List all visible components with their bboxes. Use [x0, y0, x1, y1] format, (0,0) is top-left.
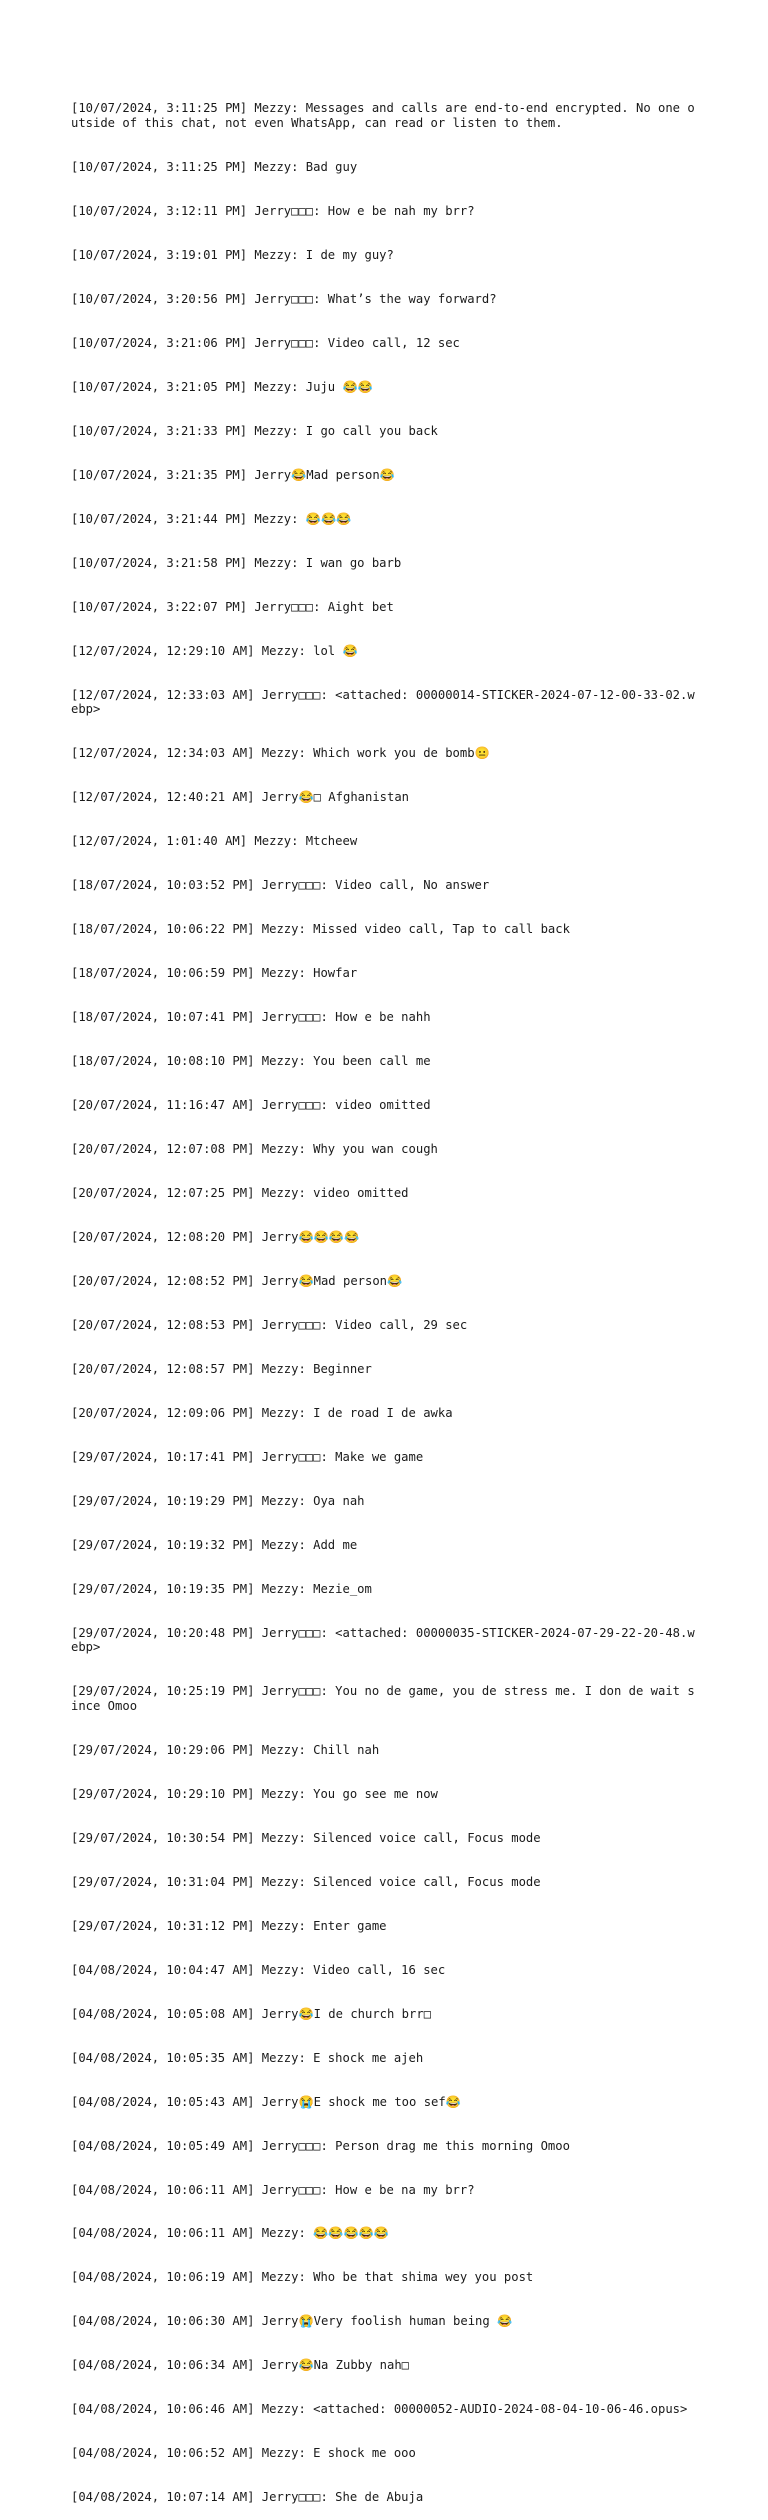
chat-line: [10/07/2024, 3:19:01 PM] Mezzy: I de my guy?: [71, 247, 394, 262]
chat-line: [04/08/2024, 10:05:08 AM] Jerry😂I de church brr□: [71, 2006, 432, 2021]
chat-line: [04/08/2024, 10:05:43 AM] Jerry😭E shock me too sef😂: [71, 2094, 461, 2109]
chat-line: [20/07/2024, 12:08:20 PM] Jerry😂😂😂😂: [71, 1229, 360, 1244]
chat-line: [04/08/2024, 10:06:11 AM] Mezzy: 😂😂😂😂😂: [71, 2226, 390, 2241]
chat-line: [04/08/2024, 10:05:49 AM] Jerry□□□: Person drag me this morning Omoo: [71, 2138, 570, 2153]
chat-line: [04/08/2024, 10:05:35 AM] Mezzy: E shock me ajeh: [71, 2050, 424, 2065]
chat-line: [29/07/2024, 10:19:35 PM] Mezzy: Mezie_om: [71, 1581, 372, 1596]
chat-line: [10/07/2024, 3:21:33 PM] Mezzy: I go call you back: [71, 423, 438, 438]
chat-transcript: [71, 72, 701, 2520]
chat-line: [04/08/2024, 10:04:47 AM] Mezzy: Video call, 16 sec: [71, 1962, 446, 1977]
chat-line: [20/07/2024, 12:08:52 PM] Jerry😂Mad person😂: [71, 1273, 403, 1288]
chat-line: [04/08/2024, 10:06:34 AM] Jerry😂Na Zubby nah□: [71, 2358, 410, 2373]
chat-line: [10/07/2024, 3:21:05 PM] Mezzy: Juju 😂😂: [71, 379, 373, 394]
chat-line: [12/07/2024, 12:33:03 AM] Jerry□□□: <attached: 00000014-STICKER-2024-07-12-00-33-02.webp>: [71, 687, 695, 717]
chat-line: [10/07/2024, 3:12:11 PM] Jerry□□□: How e be nah my brr?: [71, 203, 475, 218]
chat-line: [20/07/2024, 12:07:25 PM] Mezzy: video omitted: [71, 1185, 409, 1200]
chat-line: [29/07/2024, 10:31:12 PM] Mezzy: Enter game: [71, 1918, 387, 1933]
chat-line: [18/07/2024, 10:06:59 PM] Mezzy: Howfar: [71, 966, 358, 981]
chat-line: [18/07/2024, 10:03:52 PM] Jerry□□□: Video call, No answer: [71, 878, 490, 893]
chat-line: [29/07/2024, 10:29:10 PM] Mezzy: You go see me now: [71, 1786, 438, 1801]
chat-line: [04/08/2024, 10:07:14 AM] Jerry□□□: She de Abuja: [71, 2490, 424, 2505]
chat-line: [29/07/2024, 10:20:48 PM] Jerry□□□: <attached: 00000035-STICKER-2024-07-29-22-20-48.webp>: [71, 1625, 695, 1655]
chat-line: [10/07/2024, 3:21:35 PM] Jerry😂Mad person😂: [71, 467, 395, 482]
chat-line: [18/07/2024, 10:08:10 PM] Mezzy: You been call me: [71, 1053, 431, 1068]
chat-line: [18/07/2024, 10:07:41 PM] Jerry□□□: How e be nahh: [71, 1010, 431, 1024]
chat-line: [10/07/2024, 3:22:07 PM] Jerry□□□: Aight bet: [71, 599, 394, 614]
chat-line: [20/07/2024, 11:16:47 AM] Jerry□□□: video omitted: [71, 1097, 431, 1112]
chat-line: [20/07/2024, 12:09:06 PM] Mezzy: I de road I de awka: [71, 1405, 453, 1420]
chat-line: [29/07/2024, 10:31:04 PM] Mezzy: Silenced voice call, Focus mode: [71, 1874, 541, 1889]
chat-line: [04/08/2024, 10:06:46 AM] Mezzy: <attached: 00000052-AUDIO-2024-08-04-10-06-46.opus>: [71, 2402, 688, 2417]
chat-line: [12/07/2024, 12:29:10 AM] Mezzy: lol 😂: [71, 643, 358, 658]
chat-line: [04/08/2024, 10:06:19 AM] Mezzy: Who be that shima wey you post: [71, 2270, 534, 2285]
chat-line: [10/07/2024, 3:21:44 PM] Mezzy: 😂😂😂: [71, 511, 352, 526]
chat-line: [04/08/2024, 10:06:30 AM] Jerry😭Very foolish human being 😂: [71, 2314, 513, 2329]
chat-line: [10/07/2024, 3:20:56 PM] Jerry□□□: What’s the way forward?: [71, 291, 497, 306]
chat-line: [12/07/2024, 1:01:40 AM] Mezzy: Mtcheew: [71, 834, 358, 849]
chat-line: [29/07/2024, 10:29:06 PM] Mezzy: Chill nah: [71, 1742, 380, 1757]
chat-line: [20/07/2024, 12:08:57 PM] Mezzy: Beginner: [71, 1361, 372, 1376]
chat-line: [04/08/2024, 10:06:52 AM] Mezzy: E shock me ooo: [71, 2446, 416, 2461]
chat-line: [29/07/2024, 10:25:19 PM] Jerry□□□: You no de game, you de stress me. I don de wait since Omoo: [71, 1684, 695, 1713]
chat-line: [29/07/2024, 10:19:29 PM] Mezzy: Oya nah: [71, 1493, 365, 1508]
chat-line: [20/07/2024, 12:08:53 PM] Jerry□□□: Video call, 29 sec: [71, 1317, 468, 1332]
chat-line: [29/07/2024, 10:19:32 PM] Mezzy: Add me: [71, 1537, 358, 1552]
chat-line: [10/07/2024, 3:21:06 PM] Jerry□□□: Video call, 12 sec: [71, 335, 460, 350]
chat-line: [29/07/2024, 10:17:41 PM] Jerry□□□: Make we game: [71, 1449, 424, 1464]
chat-line: [10/07/2024, 3:11:25 PM] Mezzy: Messages and calls are end-to-end encrypted. No one outside of this chat, not even WhatsApp, can read or listen to them.: [71, 101, 695, 130]
chat-line: [12/07/2024, 12:34:03 AM] Mezzy: Which work you de bomb😐: [71, 746, 490, 761]
chat-line: [18/07/2024, 10:06:22 PM] Mezzy: Missed video call, Tap to call back: [71, 922, 570, 937]
chat-line: [12/07/2024, 12:40:21 AM] Jerry😂□ Afghanistan: [71, 790, 410, 805]
chat-line: [10/07/2024, 3:21:58 PM] Mezzy: I wan go barb: [71, 555, 402, 570]
chat-line: [04/08/2024, 10:06:11 AM] Jerry□□□: How e be na my brr?: [71, 2182, 475, 2197]
chat-line: [29/07/2024, 10:30:54 PM] Mezzy: Silenced voice call, Focus mode: [71, 1830, 541, 1845]
chat-line: [10/07/2024, 3:11:25 PM] Mezzy: Bad guy: [71, 159, 358, 174]
chat-line: [20/07/2024, 12:07:08 PM] Mezzy: Why you wan cough: [71, 1141, 438, 1156]
